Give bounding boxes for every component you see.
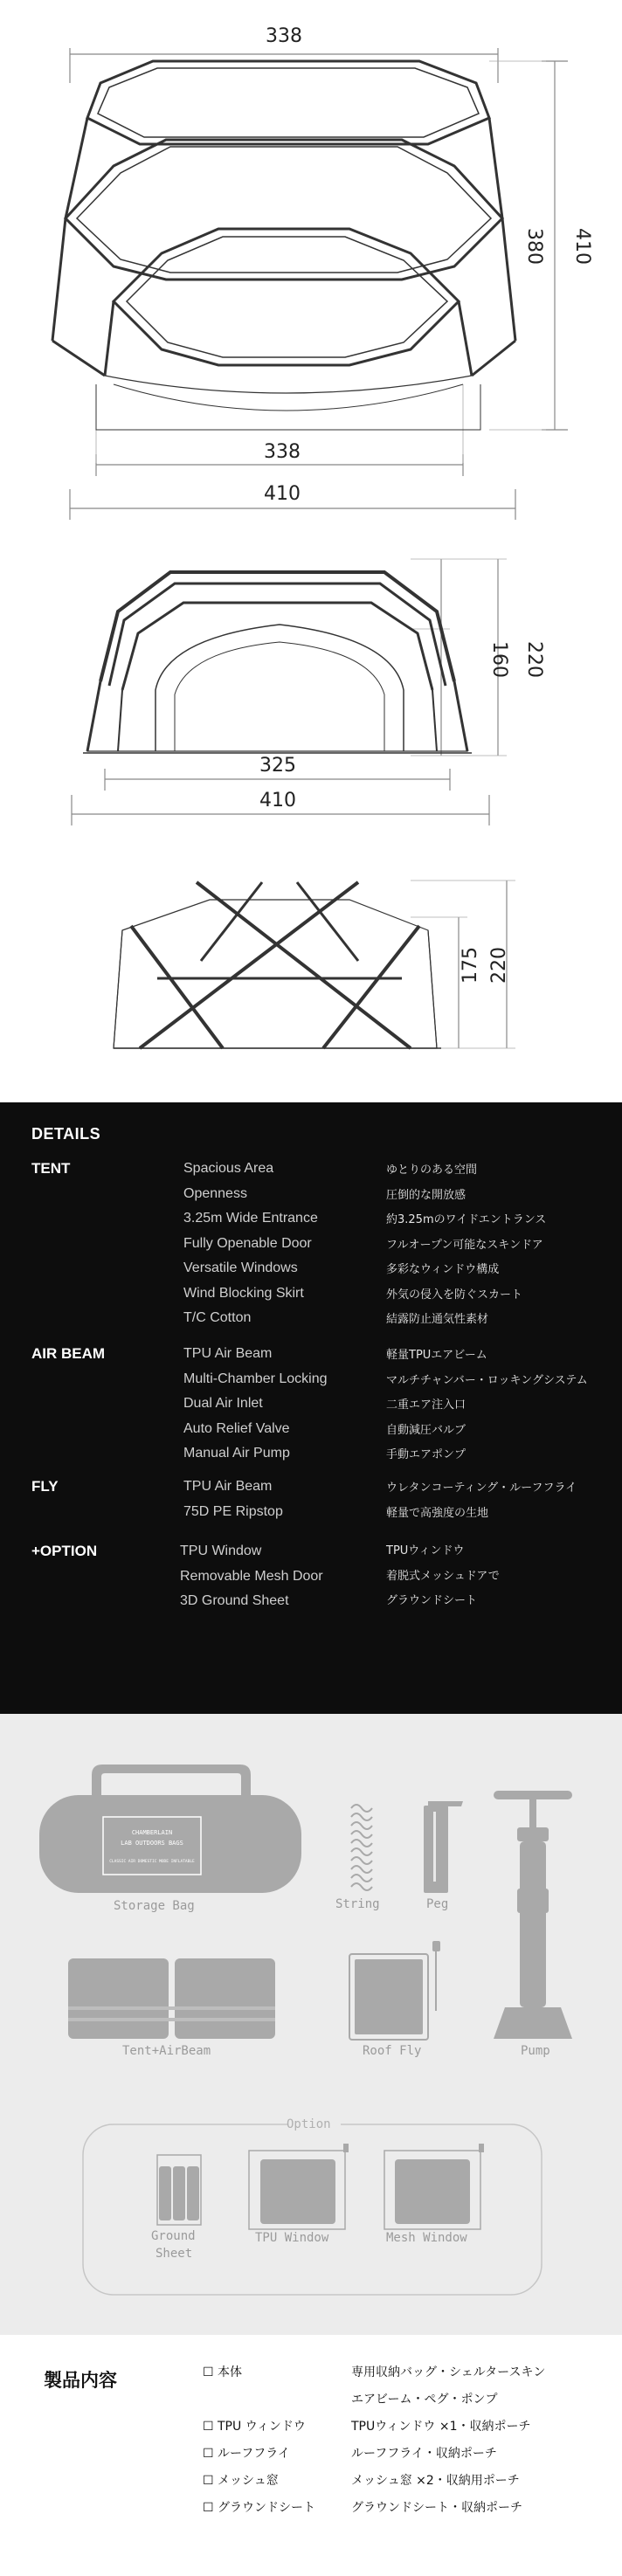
tpu-window-illustration bbox=[249, 2144, 349, 2229]
contents-illustration bbox=[0, 1714, 622, 2335]
package-description: メッシュ窓 ×2・収納用ポーチ bbox=[351, 2474, 520, 2488]
category-air-beam: AIR BEAM bbox=[31, 1345, 106, 1362]
front-base-inner-label: 325 bbox=[259, 755, 296, 777]
airbeam-features-en bbox=[183, 1342, 328, 1467]
feature-item-jp: フルオープン可能なスキンドア bbox=[386, 1238, 543, 1252]
feature-item-jp: グラウンドシート bbox=[386, 1594, 478, 1607]
package-item bbox=[203, 2386, 315, 2414]
category-tent: TENT bbox=[31, 1160, 71, 1177]
details-section bbox=[0, 1102, 622, 1714]
package-title: 製品内容 bbox=[44, 2370, 117, 2391]
feature-item-jp: 多彩なウィンドウ構成 bbox=[386, 1263, 500, 1276]
details-title: DETAILS bbox=[31, 1125, 101, 1143]
package-items bbox=[203, 2359, 315, 2522]
feature-item: TPU Window bbox=[180, 1544, 262, 1558]
package-description: ルーフフライ・収納ポーチ bbox=[351, 2447, 497, 2461]
package-item: ☐ ルーフフライ bbox=[203, 2447, 290, 2461]
feature-item-jp: 結露防止通気性素材 bbox=[386, 1313, 489, 1326]
feature-item: Multi-Chamber Locking bbox=[183, 1371, 328, 1386]
option-features-jp bbox=[386, 1539, 500, 1614]
feature-item: Versatile Windows bbox=[183, 1260, 298, 1275]
feature-item-jp: ウレタンコーティング・ルーフフライ bbox=[386, 1481, 577, 1495]
category-fly: FLY bbox=[31, 1478, 59, 1495]
package-description: 専用収納バッグ・シェルタースキン bbox=[351, 2365, 546, 2379]
string-label: String bbox=[335, 1897, 380, 1911]
top-view-drawing bbox=[52, 48, 568, 520]
front-view-drawing bbox=[72, 559, 507, 825]
feature-item-jp: 約3.25mのワイドエントランス bbox=[386, 1213, 547, 1226]
top-bottom-outer-label: 410 bbox=[264, 483, 301, 505]
feature-item: Wind Blocking Skirt bbox=[183, 1285, 304, 1301]
option-label: Option bbox=[287, 2117, 331, 2131]
feature-item-jp: 軽量で高強度の生地 bbox=[386, 1506, 489, 1520]
feature-item: Fully Openable Door bbox=[183, 1235, 312, 1251]
feature-item: TPU Air Beam bbox=[183, 1479, 273, 1494]
package-item: ☐ 本体 bbox=[203, 2365, 243, 2379]
feature-item-jp: 圧倒的な開放感 bbox=[386, 1188, 466, 1202]
tent-airbeam-illustration bbox=[68, 1958, 275, 2039]
bag-tag-line1: CHAMBERLAIN bbox=[131, 1829, 173, 1836]
pump-label: Pump bbox=[521, 2044, 550, 2058]
mesh-window-illustration bbox=[384, 2144, 484, 2229]
package-contents bbox=[0, 2335, 622, 2576]
feature-item: 3D Ground Sheet bbox=[180, 1593, 289, 1608]
feature-item: Manual Air Pump bbox=[183, 1446, 290, 1461]
bag-tag-line2: LAB OUTDOORS BAGS bbox=[121, 1840, 183, 1847]
fly-features-en bbox=[183, 1474, 283, 1524]
storage-bag-label: Storage Bag bbox=[114, 1899, 195, 1913]
peg-label: Peg bbox=[426, 1897, 449, 1911]
string-illustration bbox=[351, 1805, 372, 1890]
tent-features-jp bbox=[386, 1158, 546, 1333]
pump-illustration bbox=[494, 1791, 572, 2039]
package-item: ☐ TPU ウィンドウ bbox=[203, 2420, 306, 2434]
roof-fly-illustration bbox=[349, 1941, 440, 2040]
storage-bag-illustration bbox=[39, 1765, 301, 1893]
feature-item: 75D PE Ripstop bbox=[183, 1503, 283, 1519]
side-height-inner-label: 175 bbox=[460, 947, 481, 984]
tpu-window-label: TPU Window bbox=[255, 2231, 329, 2245]
airbeam-features-jp bbox=[386, 1343, 588, 1468]
package-item: ☐ グラウンドシート bbox=[203, 2501, 316, 2515]
package-description: グラウンドシート・収納ポーチ bbox=[351, 2501, 522, 2515]
bag-tag-line3: CLASSIC AIR DOMESTIC MODE INFLATABLE bbox=[109, 1860, 195, 1864]
ground-sheet-illustration bbox=[157, 2155, 201, 2225]
category-option: +OPTION bbox=[31, 1543, 98, 1559]
feature-item: Spacious Area bbox=[183, 1161, 274, 1176]
option-features-en bbox=[180, 1539, 323, 1614]
feature-item-jp: 着脱式メッシュドアで bbox=[386, 1569, 500, 1583]
side-view-drawing bbox=[114, 881, 515, 1048]
roof-fly-label: Roof Fly bbox=[363, 2044, 422, 2058]
package-descriptions bbox=[351, 2359, 545, 2522]
feature-item-jp: 外気の侵入を防ぐスカート bbox=[386, 1288, 523, 1302]
feature-item: Openness bbox=[183, 1185, 247, 1201]
feature-item-jp: 手動エアポンプ bbox=[386, 1448, 466, 1461]
top-bottom-inner-label: 338 bbox=[264, 441, 301, 463]
feature-item: TPU Air Beam bbox=[183, 1346, 273, 1361]
tent-drawings-svg bbox=[0, 0, 622, 1102]
tent-features-en bbox=[183, 1157, 318, 1331]
front-base-outer-label: 410 bbox=[259, 790, 296, 811]
feature-item: 3.25m Wide Entrance bbox=[183, 1211, 318, 1226]
ground-sheet-label-1: Ground bbox=[151, 2229, 196, 2243]
feature-item: Removable Mesh Door bbox=[180, 1568, 323, 1584]
front-height-inner-label: 160 bbox=[488, 641, 510, 678]
dimension-drawings bbox=[0, 0, 622, 1102]
feature-item: Auto Relief Valve bbox=[183, 1420, 290, 1436]
feature-item: Dual Air Inlet bbox=[183, 1396, 263, 1411]
feature-item-jp: マルチチャンバー・ロッキングシステム bbox=[386, 1373, 588, 1387]
feature-item: T/C Cotton bbox=[183, 1310, 252, 1325]
package-item: ☐ メッシュ窓 bbox=[203, 2474, 279, 2488]
package-description: TPUウィンドウ ×1・収納ポーチ bbox=[351, 2420, 531, 2434]
top-depth-outer-label: 410 bbox=[571, 228, 593, 265]
feature-item-jp: 自動減圧バルブ bbox=[386, 1423, 466, 1437]
mesh-window-label: Mesh Window bbox=[386, 2231, 467, 2245]
ground-sheet-label-2: Sheet bbox=[156, 2247, 193, 2261]
front-height-outer-label: 220 bbox=[523, 641, 545, 678]
fly-features-jp bbox=[386, 1476, 577, 1526]
feature-item-jp: 軽量TPUエアビーム bbox=[386, 1349, 487, 1362]
side-height-outer-label: 220 bbox=[488, 947, 510, 984]
feature-item-jp: TPUウィンドウ bbox=[386, 1544, 465, 1557]
feature-item-jp: ゆとりのある空間 bbox=[386, 1164, 478, 1177]
top-depth-inner-label: 380 bbox=[523, 228, 545, 265]
peg-illustration bbox=[424, 1801, 463, 1893]
tent-airbeam-label: Tent+AirBeam bbox=[122, 2044, 211, 2058]
top-width-label: 338 bbox=[266, 25, 302, 47]
feature-item-jp: 二重エア注入口 bbox=[386, 1398, 466, 1412]
package-description: エアビーム・ペグ・ポンプ bbox=[351, 2393, 498, 2407]
